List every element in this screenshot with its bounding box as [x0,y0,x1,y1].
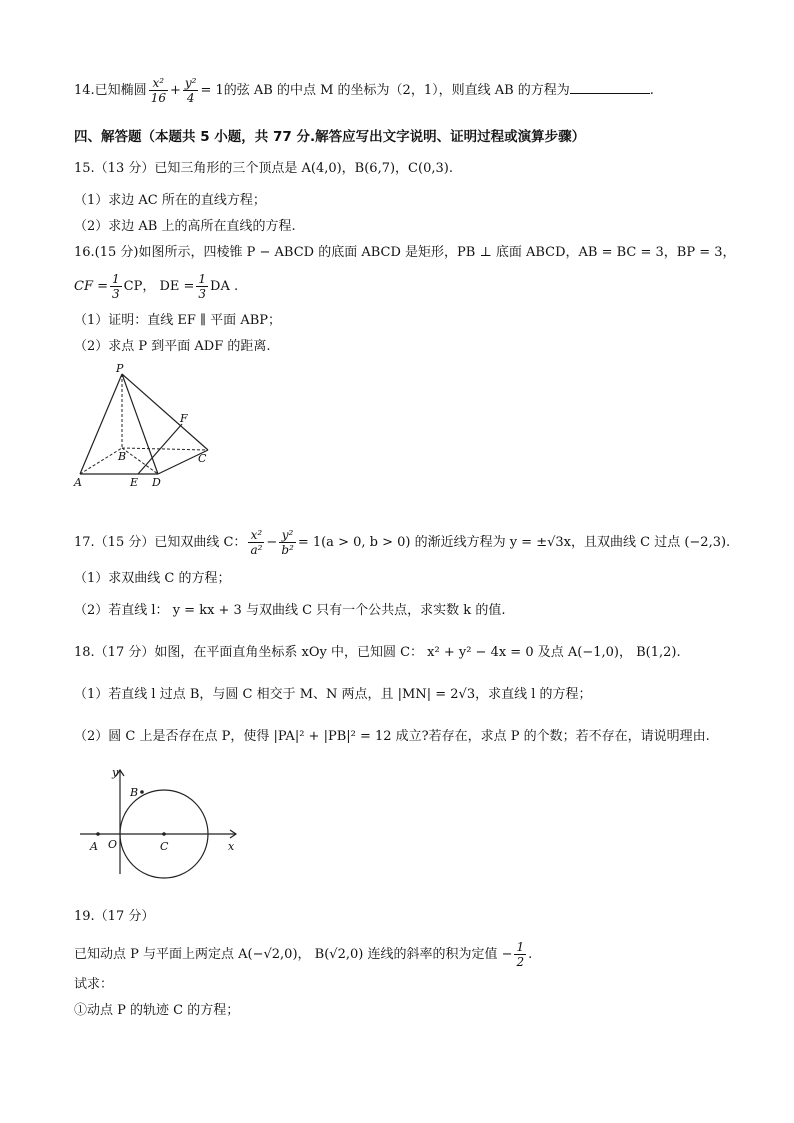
label-A: A [90,840,98,853]
question-19-part-1: ①动点 P 的轨迹 C 的方程； [74,1003,240,1018]
label-E: E [130,476,139,489]
question-16-head: 16.(15 分)如图所示，四棱锥 P − ABCD 的底面 ABCD 是矩形，PB ⊥ 底面 ABCD，AB = BC = 3，BP = 3， [74,245,736,260]
question-15-part-1: （1）求边 AC 所在的直线方程； [74,193,266,208]
question-17-part-1: （1）求双曲线 C 的方程； [74,571,231,586]
label-C: C [160,840,169,853]
label-D: D [152,476,161,489]
label-F: F [180,412,188,425]
label-x-axis: x [228,840,235,853]
question-16-line-2: CF = $\frac{1}{3}$ CP， DE = $\frac{1}{3}$ DA . [74,272,239,301]
question-17-part-2: （2）若直线 l： y = kx + 3 与双曲线 C 只有一个公共点，求实数 k 的值. [74,603,506,618]
label-y-axis: y [112,766,119,779]
question-16-part-1: （1）证明：直线 EF ∥ 平面 ABP； [74,313,282,328]
label-B: B [118,450,127,463]
q14-fraction-y: $\frac{\text{y²}}{4}$ [184,76,197,105]
label-C: C [198,452,207,465]
answer-blank [570,81,650,94]
question-15-head: 15.（13 分）已知三角形的三个顶点是 A(4,0)，B(6,7)，C(0,3). [74,161,453,176]
label-A: A [74,476,82,489]
question-16-part-2: （2）求点 P 到平面 ADF 的距离. [74,339,271,354]
question-18-part-2: （2）圆 C 上是否存在点 P，使得 |PA|² + |PB|² = 12 成立?若存在，求点 P 的个数；若不存在，请说明理由. [74,729,710,744]
label-O: O [108,838,118,851]
question-14: 14.已知椭圆 $\frac{\text{x²}}{16}$ + $\frac{\text{y²}}{4}$ = 1的弦 AB 的中点 M 的坐标为（2，1），则直线 AB 的方程为 . [74,76,654,105]
question-15-part-2: （2）求边 AB 上的高所在直线的方程. [74,219,296,234]
section-title: 四、解答题（本题共 5 小题，共 77 分.解答应写出文字说明、证明过程或演算步骤） [74,129,586,145]
question-17-head: 17.（15 分）已知双曲线 C： $\frac{\text{x²}}{\text{a²}}$ − $\frac{\text{y²}}{\text{b²}}$ = 1(a > 0, b > 0) 的渐近线方程为 y = ±√3x，且双曲线 C 过点 (−2,3). [74,528,731,557]
question-19-head: 19.（17 分） [74,909,155,924]
pyramid-figure [70,362,230,490]
question-18-head: 18.（17 分）如图，在平面直角坐标系 xOy 中，已知圆 C： x² + y² − 4x = 0 及点 A(−1,0)， B(1,2). [74,645,681,660]
q14-prefix: 14.已知椭圆 [74,83,147,98]
label-P: P [116,362,124,375]
q14-suffix: = 1的弦 AB 的中点 M 的坐标为（2，1），则直线 AB 的方程为 [200,83,570,98]
circle-figure [76,762,246,880]
question-19-line-1: 已知动点 P 与平面上两定点 A(−√2,0)， B(√2,0) 连线的斜率的积为定值 − $\frac{1}{2}$ . [74,940,533,969]
question-19-ask: 试求： [74,977,114,992]
label-B: B [130,786,139,799]
q14-fraction-x: $\frac{\text{x²}}{16}$ [150,76,166,105]
question-18-part-1: （1）若直线 l 过点 B，与圆 C 相交于 M、N 两点，且 |MN| = 2√3，求直线 l 的方程； [74,687,592,702]
